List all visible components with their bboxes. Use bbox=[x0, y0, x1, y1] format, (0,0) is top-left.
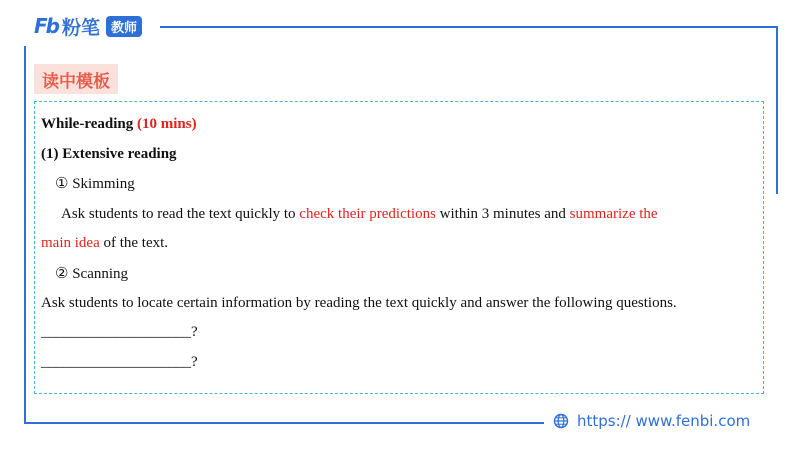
skimming-instruction-continued bbox=[41, 233, 168, 253]
brand-mark: Fb bbox=[34, 14, 58, 38]
skimming-instruction bbox=[61, 204, 658, 224]
content-box bbox=[34, 101, 764, 394]
frame-bottom-line bbox=[24, 422, 544, 424]
skimming-highlight-predictions: check their predictions bbox=[299, 206, 436, 222]
while-reading-duration: (10 mins) bbox=[136, 116, 197, 132]
skimming-highlight-summarize: summarize the bbox=[569, 206, 658, 222]
skimming-text-3: of the text. bbox=[103, 235, 169, 251]
brand-name: 粉笔 bbox=[61, 16, 100, 39]
skimming-highlight-main-idea: main idea bbox=[41, 235, 100, 251]
scanning-instruction: Ask students to locate certain information by reading the text quickly and answer the following questions. bbox=[41, 295, 677, 311]
frame-top-line bbox=[160, 26, 778, 28]
frame-left-line bbox=[24, 46, 26, 424]
brand-logo bbox=[34, 14, 142, 38]
skimming-text-1: Ask students to read the text quickly to bbox=[61, 206, 296, 222]
scanning-heading: ② Scanning bbox=[55, 266, 129, 282]
question-blank-1: ____________________? bbox=[41, 324, 198, 340]
footer bbox=[553, 410, 750, 432]
skimming-text-2: within 3 minutes and bbox=[439, 206, 566, 222]
footer-url: https:// www.fenbi.com bbox=[577, 412, 751, 430]
extensive-reading-heading: (1) Extensive reading bbox=[41, 146, 177, 162]
skimming-heading: ① Skimming bbox=[55, 176, 135, 192]
frame-right-line bbox=[776, 26, 778, 194]
while-reading-heading bbox=[41, 114, 197, 134]
brand-badge: 教师 bbox=[106, 16, 142, 37]
globe-icon bbox=[553, 413, 569, 429]
while-reading-label: While-reading bbox=[41, 116, 134, 132]
section-title: 读中模板 bbox=[34, 64, 118, 94]
question-blank-2: ____________________? bbox=[41, 354, 198, 370]
